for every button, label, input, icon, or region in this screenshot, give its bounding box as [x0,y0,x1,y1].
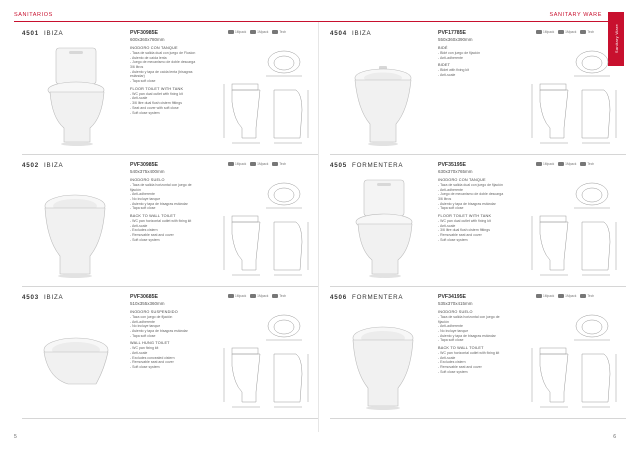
spec-item: - No incluye tanque [438,328,469,333]
product-name: IBIZA [352,30,372,37]
spec-column [130,294,226,370]
spec-item: - No incluye tanque [130,324,161,329]
spec-chip-label: Tech [279,294,287,298]
page-gutter [318,22,319,432]
spec-chip [228,294,246,298]
spec-chip [536,162,554,166]
product-title [330,294,403,301]
spec-item: - Removable seat and cover [130,360,174,365]
product-photo [38,308,112,412]
spec-item: - Soft close system [130,365,160,370]
spec-chip-label: 1Mpack [543,294,555,298]
spec-item: - Anti-scale [130,223,148,228]
spec-chip-label: 1Mpack [543,162,555,166]
product-photo [38,176,112,280]
spec-chip [580,30,594,34]
weight-icon [250,162,256,166]
product-dimensions: 550x360x390mm [438,36,473,42]
spec-item: - Asiento y tapa de caída lenta (bisagras [130,69,193,74]
product-title [330,30,372,37]
product-block [330,286,626,418]
spec-chip [272,30,286,34]
spec-chip-label: 1Mpack [235,162,247,166]
spec-chip [250,30,268,34]
product-name: FORMENTERA [352,162,404,169]
product-sku: PVF35195E [438,162,466,168]
weight-icon [250,30,256,34]
spec-icons [536,30,594,34]
spec-icons [228,30,286,34]
spec-chip-label: 1Mpack [257,30,269,34]
spec-item: - Juego de mecanismo de doble descarga [438,192,504,197]
box-icon [536,162,542,166]
spec-item: - Anti-scale [438,72,456,77]
spec-item: - Tapa soft close [438,206,464,211]
spec-item: - Removable seat and cover [130,233,174,238]
spec-chip [580,294,594,298]
spec-chip [580,162,594,166]
spec-item: - WC pan horizontal outlet with fixing kit [438,351,500,356]
product-block [22,22,318,154]
spec-chip [558,294,576,298]
spec-chip [228,30,246,34]
product-dimensions: 600x360x780mm [130,36,165,42]
spec-section-title: BACK TO WALL TOILET [438,346,484,351]
spec-chip [250,294,268,298]
product-name: IBIZA [44,294,64,301]
technical-drawing [528,40,624,150]
spec-item: - Taza con juego de fijación [130,314,173,319]
product-photo [346,44,420,148]
spec-item: - Anti-scale [438,355,456,360]
box-icon [536,294,542,298]
product-dimensions: 510x355x360mm [130,300,165,306]
spec-section-title: BIDET [438,63,451,68]
spec-item: - Tapa soft close [130,333,156,338]
product-dimensions: 535x370x415mm [438,300,473,306]
spec-item: - Anti-adherente [438,55,463,60]
product-sku: PVF34195E [438,294,466,300]
product-code: 4502 [22,162,39,169]
spec-item: - Tapa soft close [438,338,464,343]
spec-item: - Removable seat and cover [438,365,482,370]
spec-section-title: INODORO SUSPENDIDO [130,309,178,314]
product-block [22,154,318,286]
ruler-icon [580,30,586,34]
spec-item: - Tapa soft close [130,79,156,84]
spec-section-title: FLOOR TOILET WITH TANK [438,214,492,219]
spec-item: - Taza de salida horizontal con juego de [438,314,500,319]
product-title [22,162,64,169]
spec-chip-label: Tech [587,294,595,298]
spec-section-title: BIDÉ [438,45,448,50]
weight-icon [250,294,256,298]
ruler-icon [272,30,278,34]
section-tab-label: Sanitary Ware [613,24,619,54]
weight-icon [558,162,564,166]
spec-item: - Soft close system [130,110,160,115]
spec-item: 3/6 litros [130,64,144,69]
spec-item: - WC pan fixing kit [130,346,159,351]
box-icon [536,30,542,34]
spec-item: - Soft close system [438,369,468,374]
page-number-right: 6 [613,434,616,440]
spec-chip [536,30,554,34]
box-icon [228,162,234,166]
technical-drawing [220,304,316,414]
spec-chip-label: 1Mpack [543,30,555,34]
spec-chip-label: 1Mpack [257,294,269,298]
spec-icons [536,294,594,298]
spec-chip-label: 1Mpack [565,294,577,298]
spec-item: - Removable seat and cover [438,233,482,238]
spec-item: - Excludes concealed cistern [130,355,175,360]
weight-icon [558,294,564,298]
spec-section-title: BACK TO WALL TOILET [130,214,176,219]
spec-section-title: INODORO SUELO [130,177,165,182]
product-photo [346,308,420,412]
product-code: 4504 [330,30,347,37]
spec-item: - Anti-scale [130,96,148,101]
spec-section-title: WALL HUNG TOILET [130,341,170,346]
product-code: 4501 [22,30,39,37]
spec-item: fijación [130,187,141,192]
product-photo [38,44,112,148]
spec-item: - Anti-adherente [130,192,155,197]
spec-item: - Asiento y tapa de bisagras estándar [438,201,496,206]
spec-item: - Asiento y tapa de bisagras estándar [130,328,188,333]
product-photo [346,176,420,280]
section-title-left: SANITARIOS [14,12,53,18]
spec-item: - No incluye tanque [130,196,161,201]
ruler-icon [580,294,586,298]
product-name: IBIZA [44,30,64,37]
spec-icons [228,162,286,166]
block-divider [330,418,626,419]
spec-item: - WC pan dual outlet with fixing kit [438,219,491,224]
spec-item: fijación [438,319,449,324]
technical-drawing [220,172,316,282]
spec-chip [250,162,268,166]
product-code: 4503 [22,294,39,301]
product-block [330,154,626,286]
technical-drawing [528,304,624,414]
spec-item: - Juego de mecanismo de doble descarga [130,60,196,65]
spec-item: - Asiento de caída lenta [130,55,167,60]
product-block [22,286,318,418]
spec-item: - Anti-adherente [438,187,463,192]
product-sku: PVF30985E [130,30,158,36]
product-title [22,30,64,37]
spec-item: 3/6 litros [438,196,452,201]
spec-section-title: INODORO CON TANQUE [438,177,486,182]
product-dimensions: 540x375x400mm [130,168,165,174]
spec-chip-label: Tech [279,30,287,34]
spec-section-title: FLOOR TOILET WITH TANK [130,86,184,91]
spec-chip [558,162,576,166]
ruler-icon [272,162,278,166]
spec-item: - Taza de salida dual con juego de Flusion [130,50,196,55]
spec-chip [272,162,286,166]
technical-drawing [220,40,316,150]
spec-section-title: INODORO SUELO [438,309,473,314]
spec-item: - Seat and cover with soft close [130,105,179,110]
spec-item: - Anti-scale [438,223,456,228]
box-icon [228,294,234,298]
spec-column [130,30,226,115]
spec-chip-label: Tech [587,30,595,34]
spec-chip-label: Tech [279,162,287,166]
spec-chip-label: 1Mpack [565,162,577,166]
weight-icon [558,30,564,34]
spec-item: - WC pan dual outlet with fixing kit [130,91,183,96]
spec-item: - Soft close system [438,237,468,242]
spec-chip-label: 1Mpack [235,30,247,34]
spec-item: - Anti-adherente [438,324,463,329]
spec-chip [558,30,576,34]
product-title [22,294,64,301]
spec-item: - Asiento y tapa de bisagras estándar [130,201,188,206]
spec-item: - Excludes cistern [130,228,158,233]
spec-column [438,30,534,78]
section-title-right: SANITARY WARE [549,12,602,18]
spec-item: - Excludes cistern [438,360,466,365]
spec-item: - Anti-scale [130,351,148,356]
spec-item: - Tapa soft close [130,206,156,211]
spec-item: estándar) [130,74,145,79]
spec-item: - 3/6 litre dual flush cistern fittings [130,101,182,106]
spec-item: - 3/6 litre dual flush cistern fittings [438,228,490,233]
technical-drawing [528,172,624,282]
spec-column [438,162,534,243]
spec-chip-label: 1Mpack [565,30,577,34]
product-dimensions: 630x370x765mm [438,168,473,174]
spec-chip [272,294,286,298]
spec-column [130,162,226,243]
product-block [330,22,626,154]
block-divider [22,418,318,419]
spec-chip-label: 1Mpack [235,294,247,298]
spec-section-title: INODORO CON TANQUE [130,45,178,50]
product-name: IBIZA [44,162,64,169]
spec-item: - Bidé con juego de fijación [438,50,481,55]
spec-column [438,294,534,375]
spec-chip-label: Tech [587,162,595,166]
product-sku: PVF17785E [438,30,466,36]
spec-icons [228,294,286,298]
product-code: 4505 [330,162,347,169]
spec-item: - Bidet with fixing kit [438,68,469,73]
spec-chip-label: 1Mpack [257,162,269,166]
spec-item: - Soft close system [130,237,160,242]
spec-chip [536,294,554,298]
product-title [330,162,403,169]
spec-item: - Taza de salida horizontal con juego de [130,182,192,187]
product-code: 4506 [330,294,347,301]
page-number-left: 5 [14,434,17,440]
product-sku: PVF30985E [130,162,158,168]
ruler-icon [272,294,278,298]
box-icon [228,30,234,34]
ruler-icon [580,162,586,166]
spec-item: - Anti-adherente [130,319,155,324]
spec-chip [228,162,246,166]
spec-item: - Taza de salida dual con juego de fijación [438,182,503,187]
product-name: FORMENTERA [352,294,404,301]
spec-icons [536,162,594,166]
spec-item: - WC pan horizontal outlet with fixing kit [130,219,192,224]
spec-item: - Asiento y tapa de bisagras estándar [438,333,496,338]
product-sku: PVF30685E [130,294,158,300]
